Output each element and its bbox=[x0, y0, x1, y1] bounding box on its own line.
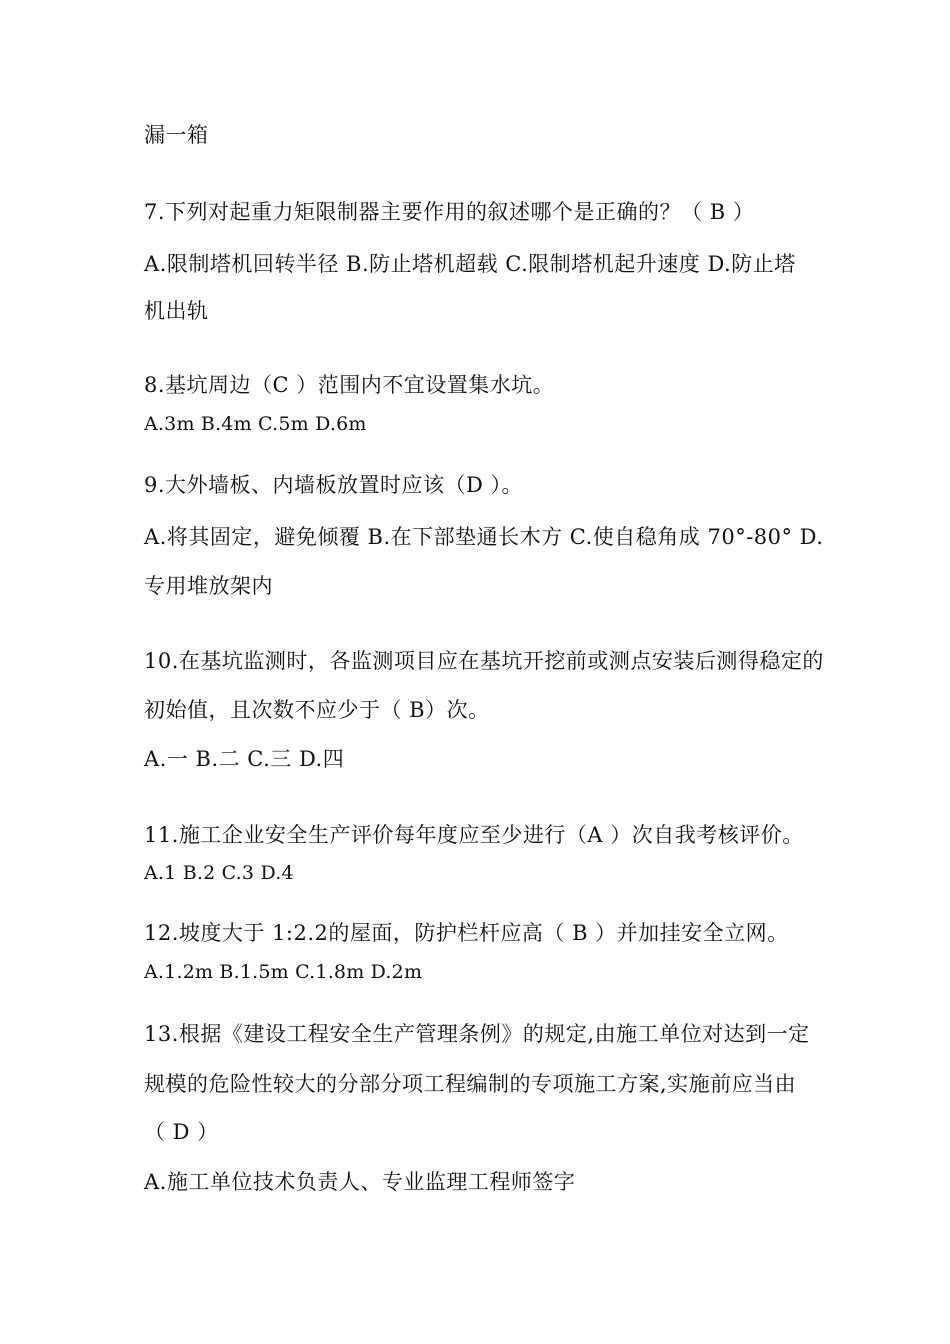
question-13-option-a: A.施工单位技术负责人、专业监理工程师签字 bbox=[144, 1170, 576, 1194]
question-9-options: A.将其固定，避免倾覆 B.在下部垫通长木方 C.使自稳角成 70°-80° D. bbox=[144, 525, 824, 549]
question-9-stem: 9.大外墙板、内墙板放置时应该（D ）。 bbox=[144, 473, 524, 497]
question-7-options: A.限制塔机回转半径 B.防止塔机超载 C.限制塔机起升速度 D.防止塔 bbox=[144, 252, 796, 276]
question-7-options-cont: 机出轨 bbox=[144, 299, 209, 323]
question-8-stem: 8.基坑周边（C ）范围内不宜设置集水坑。 bbox=[144, 373, 555, 397]
question-11-options: A.1 B.2 C.3 D.4 bbox=[144, 862, 294, 884]
question-8-options: A.3m B.4m C.5m D.6m bbox=[144, 413, 367, 435]
question-12-stem: 12.坡度大于 1:2.2的屋面，防护栏杆应高（ B ）并加挂安全立网。 bbox=[144, 921, 789, 945]
question-12-options: A.1.2m B.1.5m C.1.8m D.2m bbox=[144, 961, 423, 983]
question-13-stem: 13.根据《建设工程安全生产管理条例》的规定,由施工单位对达到一定 bbox=[144, 1022, 810, 1046]
question-11-stem: 11.施工企业安全生产评价每年度应至少进行（A ）次自我考核评价。 bbox=[144, 823, 804, 847]
question-13-stem-cont: 规模的危险性较大的分部分项工程编制的专项施工方案,实施前应当由 bbox=[144, 1072, 797, 1096]
question-9-options-cont: 专用堆放架内 bbox=[144, 574, 273, 598]
question-10-options: A.一 B.二 C.三 D.四 bbox=[144, 747, 345, 771]
question-10-stem: 10.在基坑监测时，各监测项目应在基坑开挖前或测点安装后测得稳定的 bbox=[144, 649, 824, 673]
question-10-stem-cont: 初始值，且次数不应少于（ B）次。 bbox=[144, 698, 490, 722]
question-7-stem: 7.下列对起重力矩限制器主要作用的叙述哪个是正确的？（ B ） bbox=[144, 200, 755, 224]
question-13-answer: （ D ） bbox=[144, 1120, 219, 1144]
text-line-continuation: 漏一箱 bbox=[144, 123, 209, 147]
